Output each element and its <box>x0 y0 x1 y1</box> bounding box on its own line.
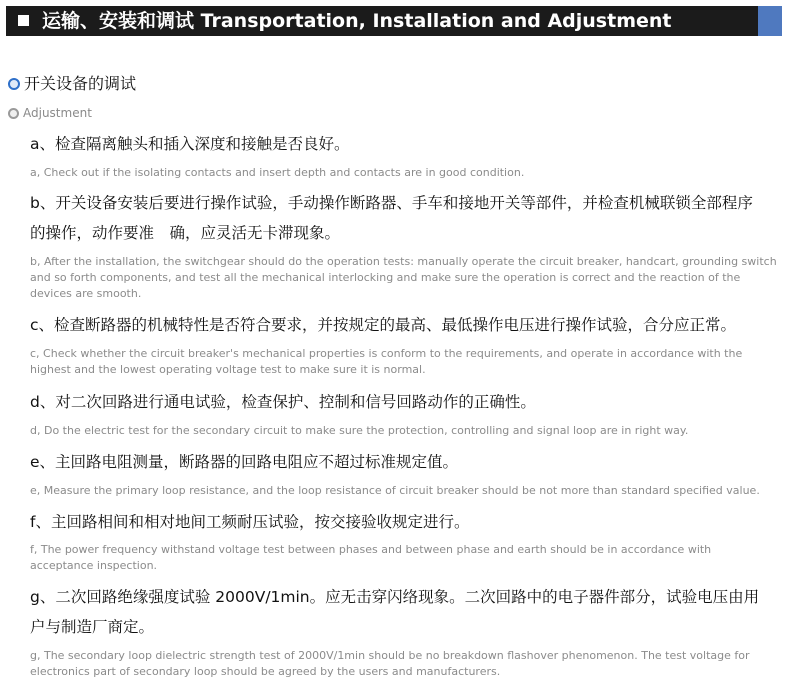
item-c-cn: c、检查断路器的机械特性是否符合要求，并按规定的最高、最低操作电压进行操作试验，合分应正常。 <box>30 316 737 334</box>
item-f-en: f, The power frequency withstand voltage test between phases and between phase and earth should be in accordance with acceptance inspection. <box>30 543 712 572</box>
circle-bullet-icon <box>8 78 20 90</box>
item-g-en: g, The secondary loop dielectric strength test of 2000V/1min should be no breakdown flashover phenomenon. The test voltage for electronics part of secondary loop should be agreed by the users and manufacturers. <box>30 649 750 678</box>
item-a-en: a, Check out if the isolating contacts and insert depth and contacts are in good condition. <box>30 166 525 179</box>
section-title-cn: 开关设备的调试 <box>24 74 137 93</box>
item-b-en: b, After the installation, the switchgear should do the operation tests: manually operate the circuit breaker, handcart, grounding switch and so forth components, and test all the mechanical interlocking and make sure the operation is correct and the reaction of the devices are smooth. <box>30 255 777 300</box>
item-g-cn-line1: g、二次回路绝缘强度试验 2000V/1min。应无击穿闪络现象。二次回路中的电子器件部分，试验电压由用 <box>30 588 760 606</box>
square-bullet-icon <box>18 15 29 26</box>
circle-bullet-icon <box>8 108 19 119</box>
item-b-cn-line2: 的操作，动作要准 确，应灵活无卡滞现象。 <box>30 224 341 242</box>
header-accent-block <box>758 6 782 36</box>
section-title-en: Adjustment <box>23 106 92 120</box>
item-f-cn: f、主回路相间和相对地间工频耐压试验，按交接验收规定进行。 <box>30 513 470 531</box>
item-a-cn: a、检查隔离触头和插入深度和接触是否良好。 <box>30 135 350 153</box>
item-d-cn: d、对二次回路进行通电试验，检查保护、控制和信号回路动作的正确性。 <box>30 393 536 411</box>
item-g-cn-line2: 户与制造厂商定。 <box>30 618 155 636</box>
header-bar <box>6 6 782 36</box>
page-title: 运输、安装和调试 Transportation, Installation and Adjustment <box>42 10 672 32</box>
item-e-en: e, Measure the primary loop resistance, and the loop resistance of circuit breaker should be not more than standard specified value. <box>30 484 760 497</box>
item-d-en: d, Do the electric test for the secondary circuit to make sure the protection, controlling and signal loop are in right way. <box>30 424 689 437</box>
item-b-cn-line1: b、开关设备安装后要进行操作试验，手动操作断路器、手车和接地开关等部件，并检查机械联锁全部程序 <box>30 194 753 212</box>
section-title <box>8 74 136 94</box>
section-subtitle <box>8 105 92 121</box>
item-c-en: c, Check whether the circuit breaker's mechanical properties is conform to the requirements, and operate in accordance with the highest and the lowest operating voltage test to make sure it is normal. <box>30 347 743 376</box>
item-e-cn: e、主回路电阻测量，断路器的回路电阻应不超过标准规定值。 <box>30 453 459 471</box>
